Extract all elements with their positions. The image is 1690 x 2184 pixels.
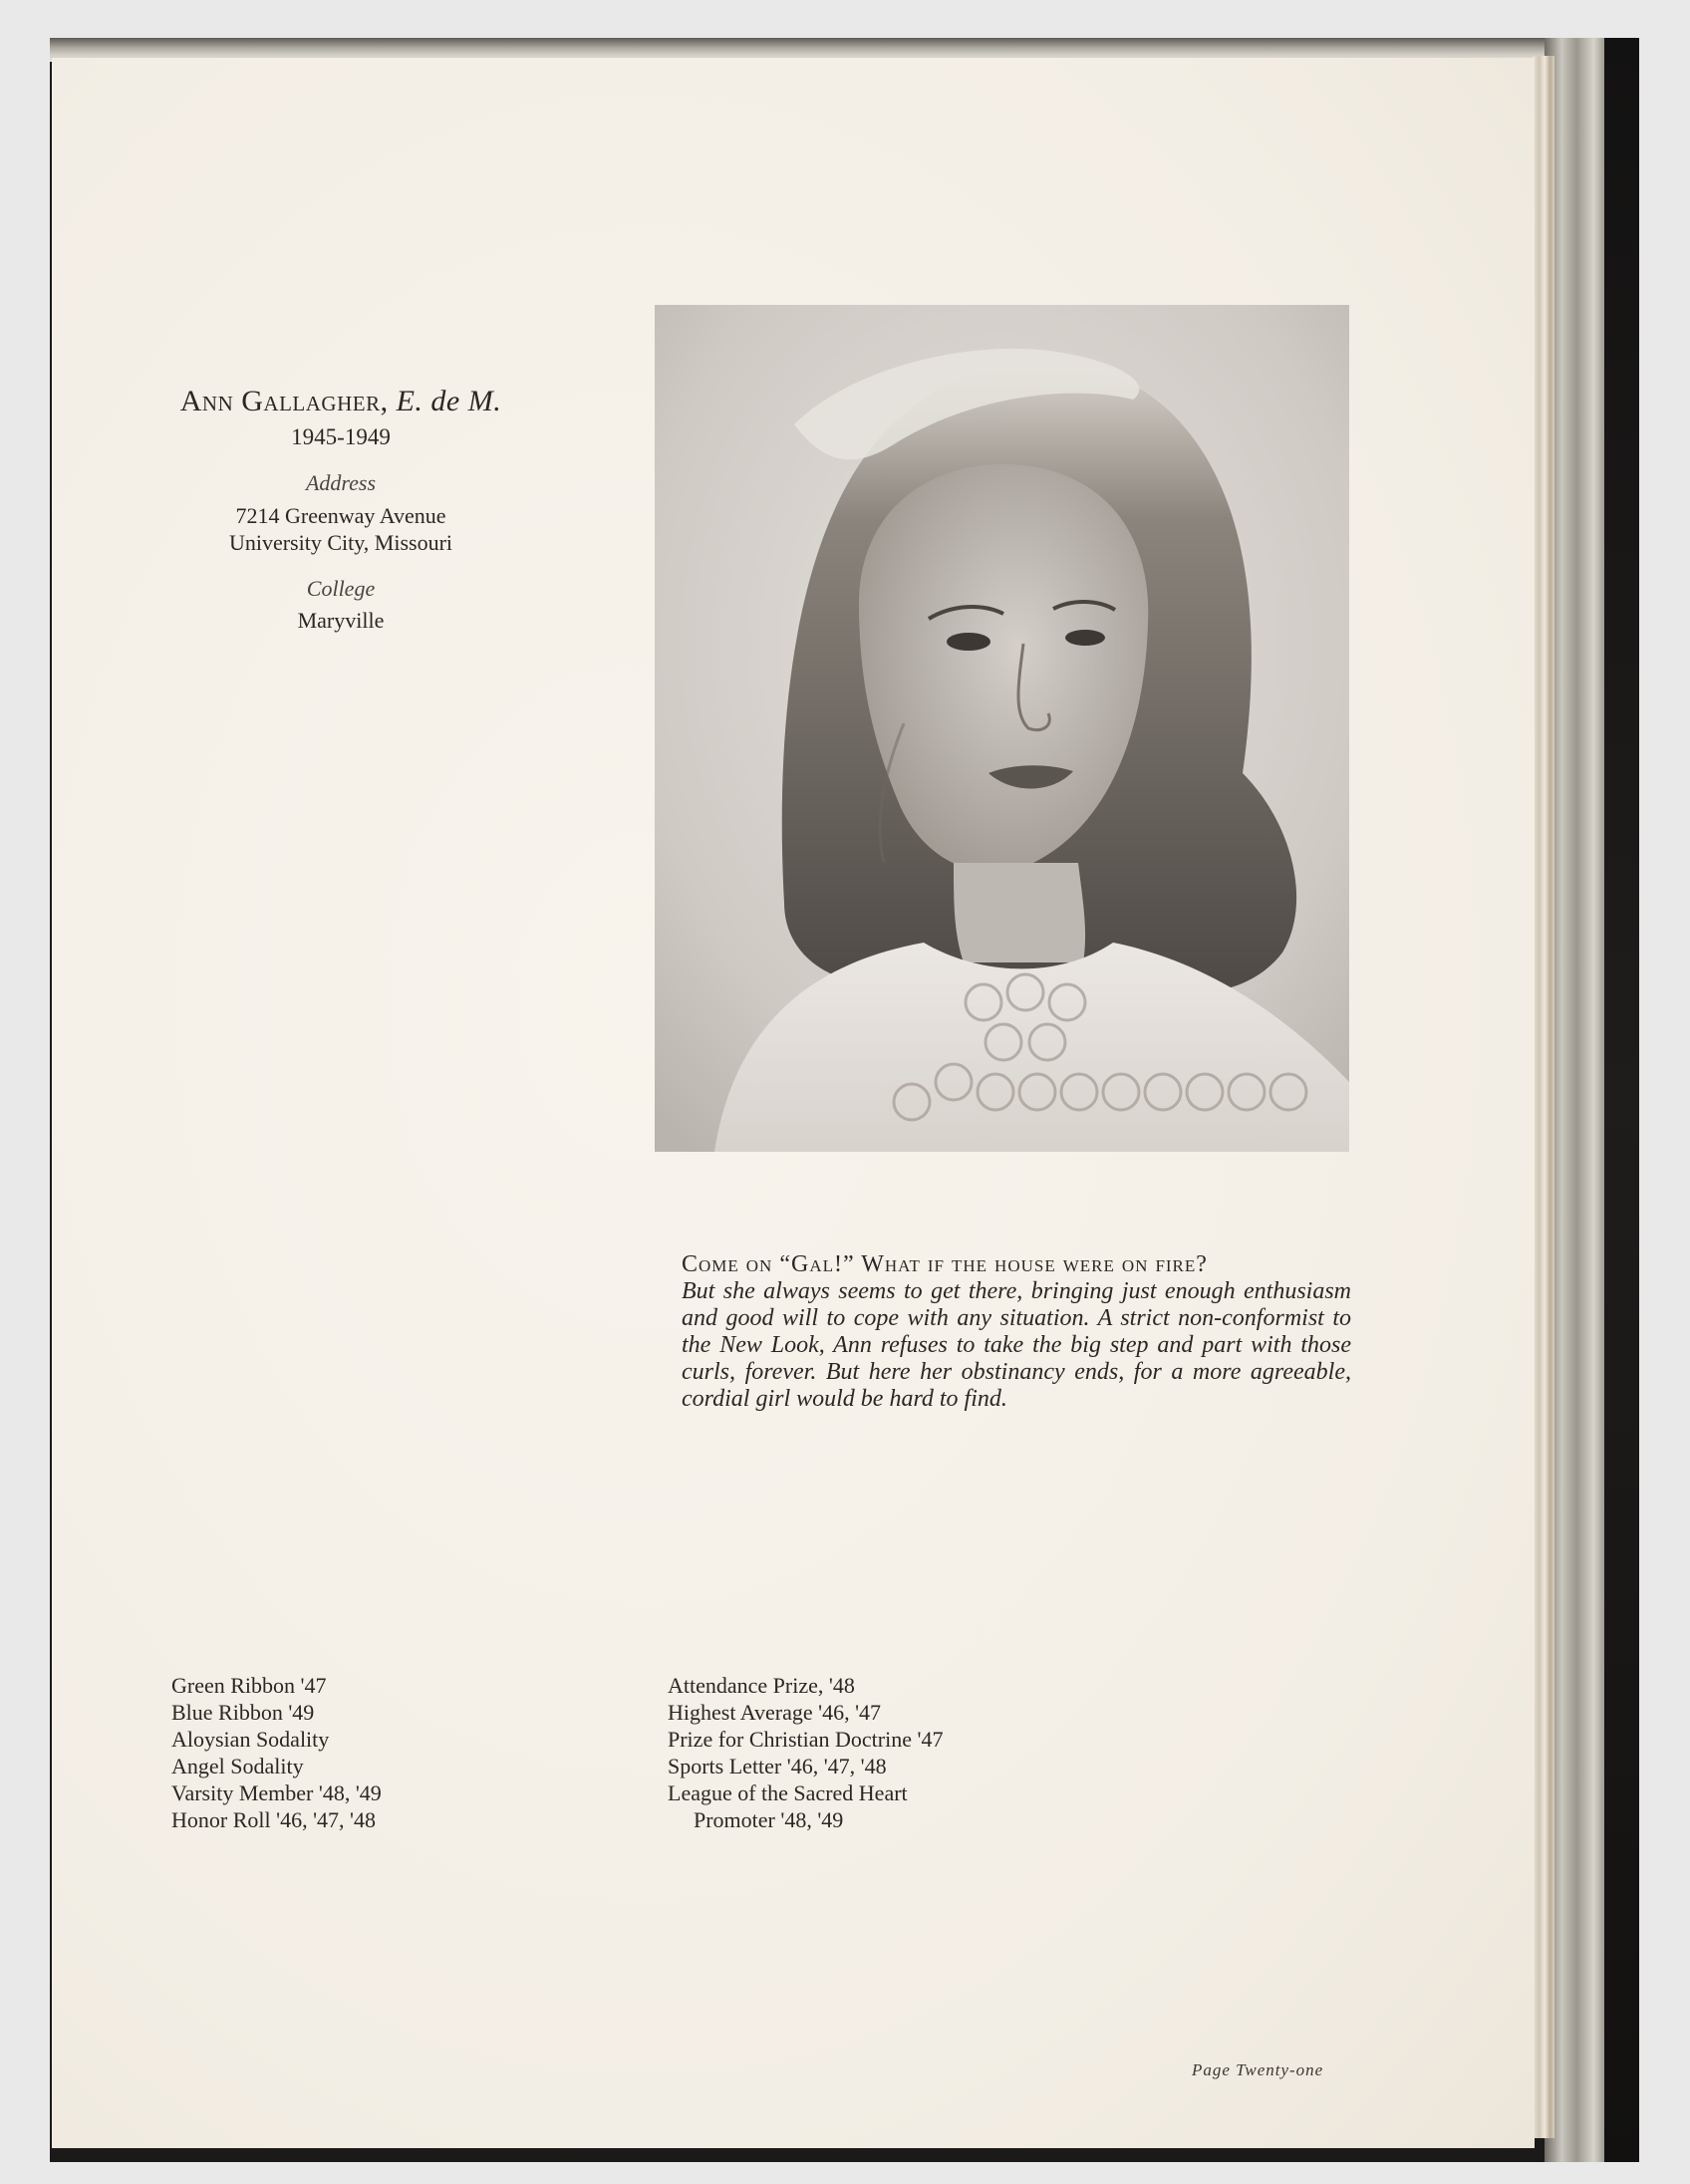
list-item: Honor Roll '46, '47, '48: [171, 1807, 377, 1832]
college-label: College: [306, 576, 376, 601]
list-item: Blue Ribbon '49: [171, 1700, 315, 1725]
student-name: Ann Gallagher,: [179, 385, 389, 417]
student-degree: E. de M.: [396, 385, 502, 417]
scanned-book: [50, 38, 1639, 2162]
list-item: Prize for Christian Doctrine '47: [668, 1727, 944, 1752]
page-number: Page Twenty-one: [1192, 2060, 1324, 2079]
caption-body: But she always seems to get there, bringing just enough enthusiasm and good will to cope with any situation. A strict non-conformist to the New Look, Ann refuses to take the big step and part with those curls, forever. But here her obstinancy ends, for a more agreeable, cordial girl would be hard to find.: [682, 1278, 1351, 1412]
book-binding-shadow: [1604, 38, 1639, 2162]
list-item: Highest Average '46, '47: [668, 1700, 882, 1725]
caption-text: [682, 1251, 1351, 1413]
list-item: Angel Sodality: [171, 1754, 304, 1778]
list-item: League of the Sacred Heart: [668, 1780, 908, 1805]
student-name-line: [151, 385, 530, 418]
address-block: [151, 502, 530, 556]
list-item: Attendance Prize, '48: [668, 1673, 855, 1698]
yearbook-page: [52, 58, 1535, 2148]
honors-list-right: [668, 1672, 943, 1833]
profile-header: [151, 385, 530, 634]
address-label: Address: [305, 470, 377, 495]
college-name: Maryville: [297, 608, 385, 633]
list-item: Sports Letter '46, '47, '48: [668, 1754, 887, 1778]
list-item: Promoter '48, '49: [694, 1807, 844, 1832]
address-line: 7214 Greenway Avenue: [235, 503, 446, 528]
page-edges: [1533, 56, 1554, 2138]
class-years: 1945-1949: [291, 424, 391, 449]
list-item: Aloysian Sodality: [171, 1727, 330, 1752]
list-item: Green Ribbon '47: [171, 1673, 327, 1698]
portrait-photo: [655, 305, 1349, 1152]
address-line: University City, Missouri: [228, 530, 453, 555]
honors-list-left: [171, 1672, 382, 1833]
caption-lead: Come on “Gal!” What if the house were on fire?: [682, 1251, 1208, 1277]
portrait-image: [655, 305, 1349, 1152]
list-item: Varsity Member '48, '49: [171, 1780, 382, 1805]
